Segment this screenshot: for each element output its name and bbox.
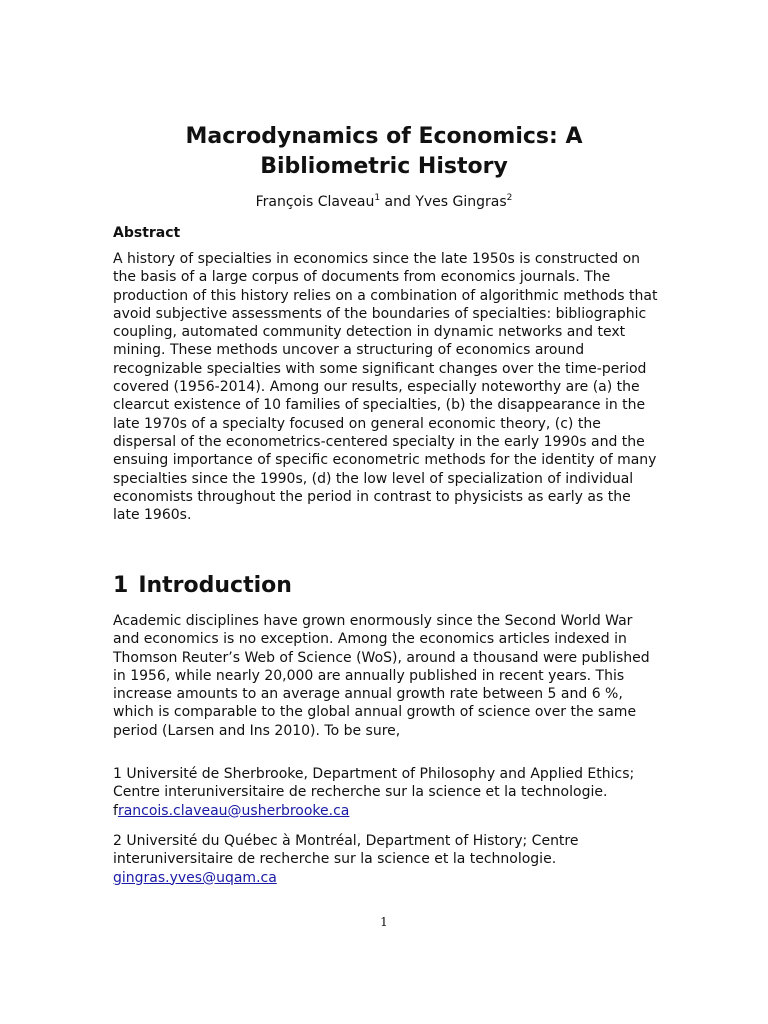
footnote-text: 2 Université du Québec à Montréal, Department of History; Centre interuniversitaire de recherche sur la science et la technologie. [113, 833, 579, 868]
email-link[interactable]: gingras.yves@uqam.ca [113, 869, 277, 886]
abstract-text: A history of specialties in economics since the late 1950s is constructed on the basis of a large corpus of documents from economics journals. The production of this history relies on a combination of algorithmic methods that avoid subjective assessments of the boundaries of specialties: bibliographic coupling, automated community detection in dynamic networks and text mining. These methods uncover a structuring of economics around recognizable specialties with some significant changes over the time-period covered (1956-2014). Among our results, especially noteworthy are (a) the clearcut existence of 10 families of specialties, (b) the disappearance in the late 1970s of a specialty focused on general economic theory, (c) the dispersal of the econometrics-centered specialty in the early 1990s and the ensuing importance of specific econometric methods for the identity of many specialties since the 1990s, (d) the low level of specialization of individual economists throughout the period in contrast to physicists as early as the late 1960s. [113, 251, 658, 524]
footnote-text: 1 Université de Sherbrooke, Department of Philosophy and Applied Ethics; Centre interuniversitaire de recherche sur la science et la technologie. f [113, 766, 635, 819]
author-line [114, 192, 654, 212]
footnote [113, 765, 658, 820]
author-name: Yves Gingras [415, 194, 507, 210]
author-name: François Claveau [255, 194, 375, 210]
footnote [113, 832, 658, 887]
footnote-marker: 1 [374, 193, 381, 203]
email-link[interactable]: rancois.claveau@usherbrooke.ca [117, 802, 350, 819]
introduction-text: Academic disciplines have grown enormously since the Second World War and economics is no exception. Among the economics articles indexed in Thomson Reuter’s Web of Science (WoS), around a thousand were published in 1956, while nearly 20,000 are annually published in recent years. This increase amounts to an average annual growth rate between 5 and 6 %, which is comparable to the global annual growth of science over the same period (Larsen and Ins 2010). To be sure, [113, 613, 650, 739]
section-number: 1 [113, 573, 129, 598]
page-number: 1 [380, 915, 388, 929]
section-heading [113, 571, 292, 601]
author-conjunction: and [384, 194, 411, 210]
abstract-heading: Abstract [113, 225, 181, 241]
section-title: Introduction [138, 573, 292, 598]
paper-title: Macrodynamics of Economics: A Bibliometric History [185, 124, 583, 179]
footnote-marker: 2 [506, 193, 513, 203]
